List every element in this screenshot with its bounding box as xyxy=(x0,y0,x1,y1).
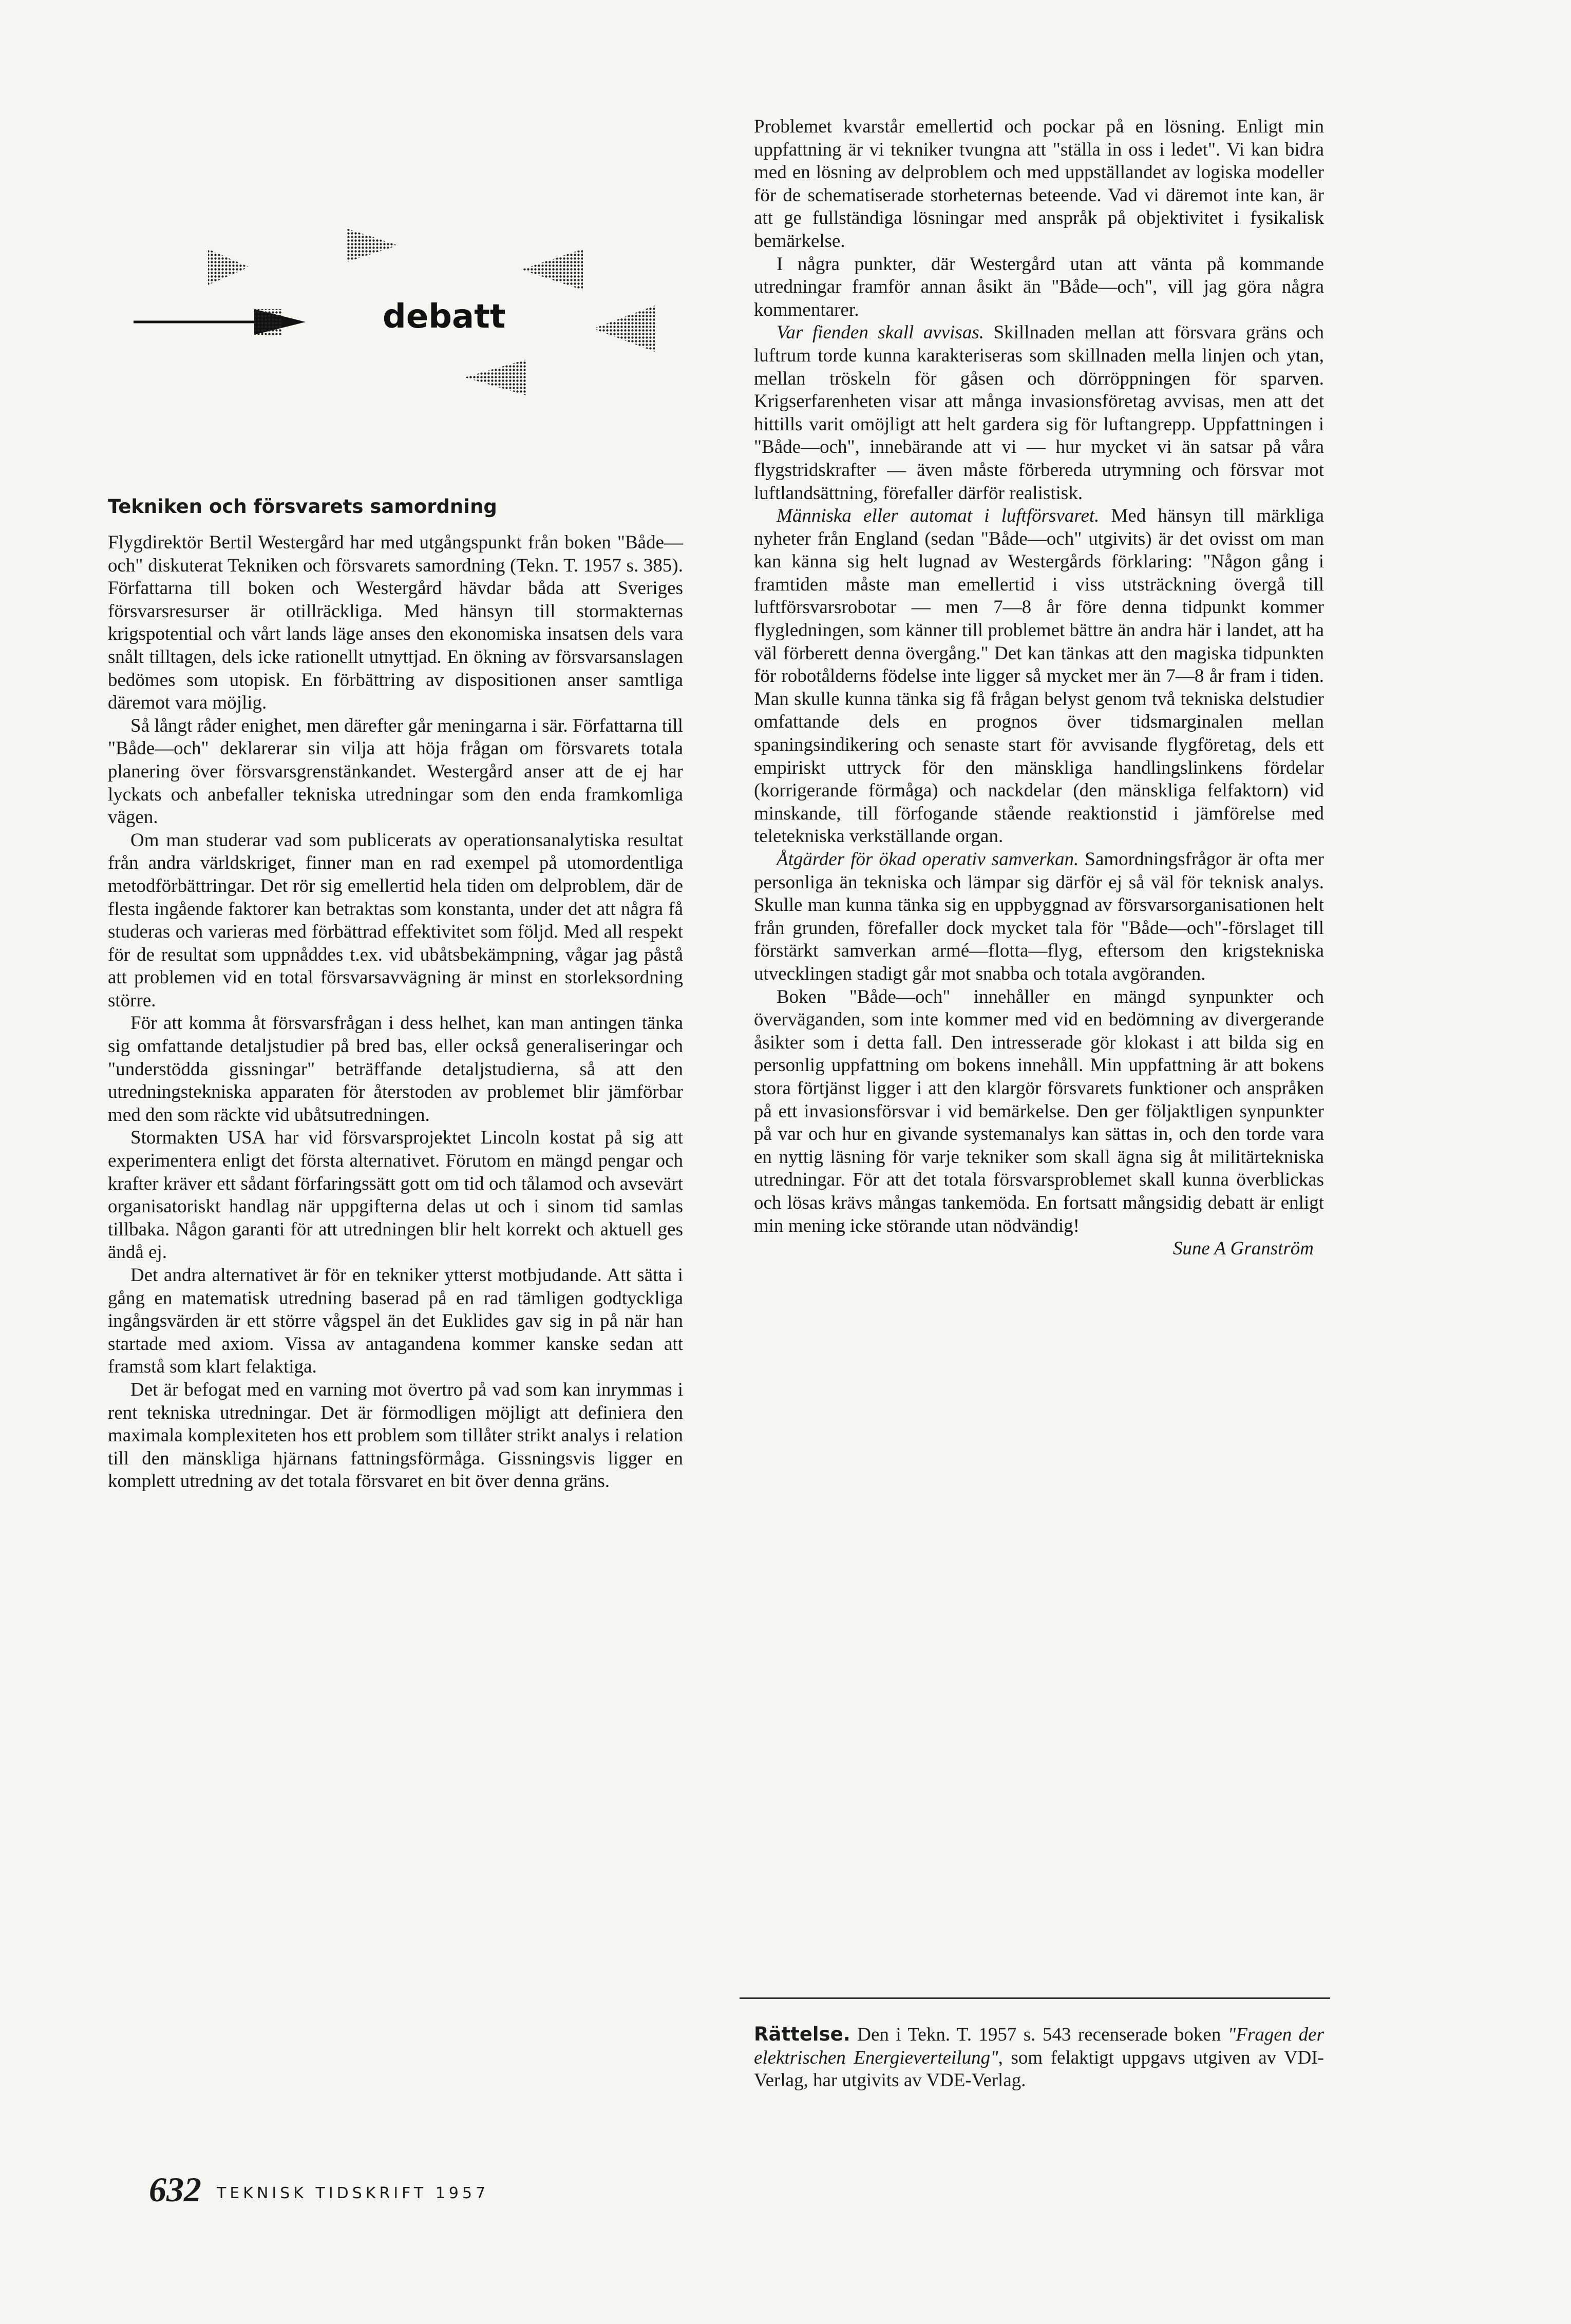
article-title: Tekniken och försvarets samordning xyxy=(108,496,497,518)
right-paragraph xyxy=(754,986,1324,1238)
page-footer xyxy=(149,2169,489,2210)
left-paragraph: Så långt råder enighet, men därefter går meningarna i sär. Författarna till "Både—och" deklarerar sin vilja att höja frågan om försvarets totala planering över försvarsgrenstänkandet. Westergård anser att de ej har lyckats och anbefaller tekniska utredningar som den enda framkomliga vägen. xyxy=(108,715,683,828)
arrow-middle-right xyxy=(593,306,655,352)
paragraph-text: Samordningsfrågor är ofta mer personliga än tekniska och lämpar sig därför ej så väl för teknisk analys. Skulle man kunna tänka sig en uppbyggnad av försvarsorganisationen helt från grunden, förefaller dock mycket tala för "Både—och"-förslaget till förstärkt samverkan armé—flotta—flyg, eftersom den krigstekniska utvecklingen stadigt går mot snabba och totala avgöranden. xyxy=(754,849,1324,984)
paragraph-text: I några punkter, där Westergård utan att vänta på kommande utredningar framför annan åsikt än "Både—och", vill jag göra några kommentarer. xyxy=(754,253,1324,320)
left-paragraph: För att komma åt försvarsfrågan i dess helhet, kan man antingen tänka sig omfattande detaljstudier på bred bas, eller också generaliseringar och "understödda gissningar" beträffande detaljstudierna, så att den utredningstekniska apparaten för återstoden av problemet blir jämförbar med den som räckte vid ubåtsutredningen. xyxy=(108,1013,683,1126)
section-divider xyxy=(740,1997,1330,1999)
correction-text-before: Den i Tekn. T. 1957 s. 543 recenserade boken xyxy=(850,2024,1228,2045)
left-paragraph: Flygdirektör Bertil Westergård har med utgångspunkt från boken "Både—och" diskuterat Tekniken och försvarets samordning (Tekn. T. 1957 s. 385). Författarna till boken och Westergård hävdar båda att Sveriges försvarsresurser är otillräckliga. Med hänsyn till stormakternas krigspotential och vårt lands läge anses den ekonomiska insatsen dels vara snålt tilltagen, dels icke rationellt utnyttjad. En ökning av försvarsanslagen bedömes som utopisk. En förbättring av dispositionen anser samtliga däremot vara möjlig. xyxy=(108,532,683,714)
arrow-lower-right xyxy=(465,359,526,395)
paragraph-text: Problemet kvarstår emellertid och pockar på en lösning. Enligt min uppfattning är vi tekniker tvungna att "ställa in oss i ledet". Vi kan bidra med en lösning av delproblem och med uppställandet av logiska modeller för de schematiserade storheternas beteende. Vad vi däremot inte kan, är att ge fullständiga lösningar med anspråk på objektivitet i fysikalisk bemärkelse. xyxy=(754,116,1324,252)
paragraph-lead: Åtgärder för ökad operativ samverkan. xyxy=(777,849,1079,870)
arrow-upper-middle xyxy=(347,228,398,262)
correction-text-after: , som felaktigt uppgavs utgiven av VDI-Verlag, har utgivits av VDE-Verlag. xyxy=(754,2047,1324,2091)
left-paragraph: Stormakten USA har vid försvarsprojektet Lincoln kostat på sig att experimentera enligt det första alternativet. Förutom en mängd pengar och krafter kräver ett sådant förfaringssätt gott om tid och tålamod och avsevärt organisatoriskt handlag när uppgifterna delas ut och i sinom tid samlas tillbaka. Någon garanti för att utredningen blir helt korrekt och aktuell ges ändå ej. xyxy=(108,1127,683,1263)
page-number: 632 xyxy=(149,2170,201,2209)
right-paragraph xyxy=(754,505,1324,848)
correction-notice xyxy=(754,2023,1324,2092)
arrow-main xyxy=(134,309,306,335)
right-paragraph xyxy=(754,253,1324,322)
arrow-upper-left xyxy=(208,249,249,285)
paragraph-text: Skillnaden mellan att försvara gräns och luftrum torde kunna karakteriseras som skillnaden mella linjen och ytan, mellan tröskeln för gåsen och dörröppningen för sparven. Krigserfarenheten visar att många invasionsföretag avvisas, men att det hittills varit omöjligt att helt gardera sig för luftangrepp. Uppfattningen i "Både—och", innebärande att vi — hur mycket vi än satsar på våra flygstridskrafter — även måste förbereda utrymning och försvar mot luftlandsättning, förefaller därför realistisk. xyxy=(754,322,1324,504)
correction-book-title: "Fragen der elektrischen Energieverteilung" xyxy=(754,2024,1324,2068)
right-column xyxy=(754,116,1324,1261)
right-paragraph xyxy=(754,116,1324,253)
arrow-upper-right xyxy=(521,249,583,290)
left-column xyxy=(108,531,683,1493)
debatt-word: debatt xyxy=(383,298,506,336)
author-signature: Sune A Granström xyxy=(1172,1238,1314,1260)
paragraph-text: Boken "Både—och" innehåller en mängd synpunkter och överväganden, som inte kommer med vid en bedömning av divergerande åsikter som i detta fall. Den intresserade gör klokast i att bilda sig en personlig uppfattning om bokens innehåll. Min uppfattning är att bokens stora förtjänst ligger i att den klargör försvarets funktioner och anspråken på ett invasionsförsvar i vid bemärkelse. Den ger följaktligen synpunkter på var och hur en givande systemanalys kan sättas in, och den torde vara en nyttig läsning för varje tekniker som skall ägna sig åt militärtekniska utredningar. För att det totala försvarsproblemet skall kunna överblickas och lösas krävs mångas tankemöda. En fortsatt mångsidig debatt är enligt min mening icke störande utan nödvändig! xyxy=(754,986,1324,1236)
left-paragraph: Det andra alternativet är för en tekniker ytterst motbjudande. Att sätta i gång en matematisk utredning baserad på en rad tämligen godtyckliga ingångsvärden är ett större vågspel än det Euklides gav sig in på när han startade med axiom. Vissa av antagandena kommer kanske sedan att framstå som klart felaktiga. xyxy=(108,1265,683,1378)
paragraph-lead: Människa eller automat i luftförsvaret. xyxy=(777,505,1100,527)
paragraph-lead: Var fienden skall avvisas. xyxy=(777,322,985,344)
left-paragraph: Om man studerar vad som publicerats av operationsanalytiska resultat från andra världskriget, finner man en rad exempel på utomordentliga metodförbättringar. Det rör sig emellertid hela tiden om delproblem, där de flesta ingående faktorer kan betraktas som konstanta, under det att några få studeras och varieras med förbättrad effektivitet som följd. Med all respekt för de resultat som uppnåddes t.ex. vid ubåtsbekämpning, vågar jag påstå att problemen vid en total försvarsavvägning är minst en storleksordning större. xyxy=(108,829,683,1011)
journal-name: TEKNISK TIDSKRIFT 1957 xyxy=(217,2184,489,2202)
correction-label: Rättelse. xyxy=(754,2023,850,2045)
paragraph-text: Med hänsyn till märkliga nyheter från England (sedan "Både—och" utgivits) är det ovisst om man kan känna sig helt lugnad av Westergårds förklaring: "Någon gång i framtiden måste man emellertid i viss utsträckning övergå till luftförsvarsrobotar — men 7—8 år före denna tidpunkt kommer flygledningen, som känner till problemet bättre än andra här i landet, att ha väl förberett denna övergång." Det kan tänkas att den magiska tidpunkten för robotålderns födelse inte ligger så mycket mer än 7—8 år fram i tiden. Man skulle kunna tänka sig få frågan belyst genom två tekniska delstudier omfattande dels en prognos över tidsmarginalen mellan spaningsindikering och senaste start för avvisande flygföretag, dels ett empiriskt uttryck för den mänskliga handlingslinkens fördelar (korrigerande förmåga) och nackdelar (den mänskliga felfaktorn) vid minskande, till förfogande stående reaktionstid i jämförelse med teletekniska verkställande organ. xyxy=(754,505,1324,847)
right-paragraph xyxy=(754,848,1324,986)
right-paragraph xyxy=(754,321,1324,505)
left-paragraph: Det är befogat med en varning mot övertro på vad som kan inrymmas i rent tekniska utredningar. Det är förmodligen möjligt att definiera den maximala komplexiteten hos ett problem som tillåter strikt analys i relation till den mänskliga hjärnans fattningsförmåga. Gissningsvis ligger en komplett utredning av det totala försvaret en bit över denna gräns. xyxy=(108,1379,683,1492)
debatt-logo xyxy=(131,221,665,416)
